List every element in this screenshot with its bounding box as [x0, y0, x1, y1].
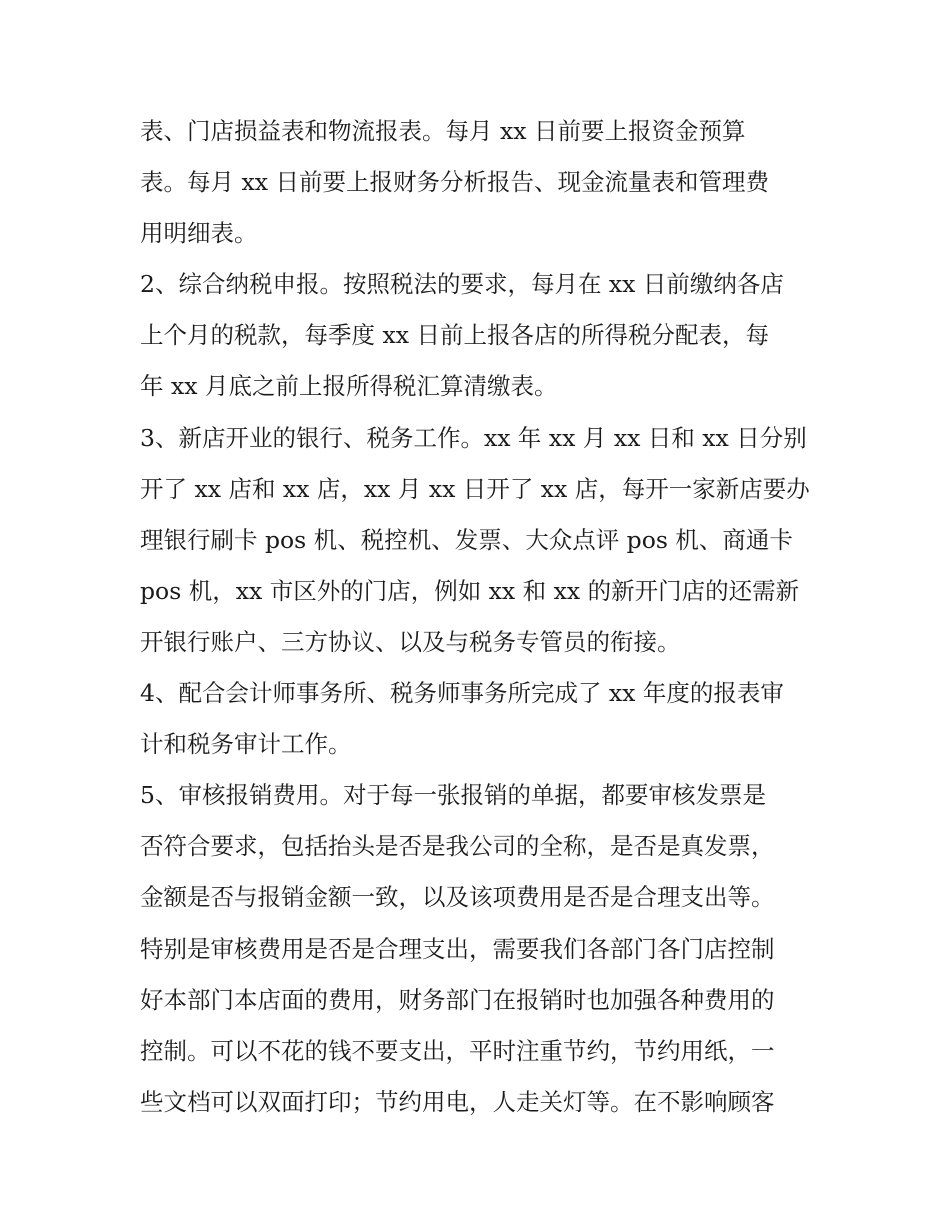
- text-line: 否符合要求，包括抬头是否是我公司的全称，是否是真发票，: [140, 832, 775, 861]
- text-line: 控制。可以不花的钱不要支出，平时注重节约，节约用纸，一: [140, 1036, 775, 1065]
- text-line: 3、新店开业的银行、税务工作。xx 年 xx 月 xx 日和 xx 日分别: [140, 423, 807, 452]
- text-line: 开银行账户、三方协议、以及与税务专管员的衔接。: [140, 627, 681, 656]
- text-line: 2、综合纳税申报。按照税法的要求，每月在 xx 日前缴纳各店: [140, 270, 784, 299]
- body-text: [140, 106, 820, 1128]
- text-line: 开了 xx 店和 xx 店，xx 月 xx 日开了 xx 店，每开一家新店要办: [140, 474, 810, 503]
- text-line: 特别是审核费用是否是合理支出，需要我们各部门各门店控制: [140, 934, 775, 963]
- text-line: 金额是否与报销金额一致，以及该项费用是否是合理支出等。: [140, 883, 775, 912]
- text-line: 理银行刷卡 pos 机、税控机、发票、大众点评 pos 机、商通卡: [140, 525, 793, 554]
- text-line: 些文档可以双面打印；节约用电，人走关灯等。在不影响顾客: [140, 1087, 775, 1116]
- text-line: 表、门店损益表和物流报表。每月 xx 日前要上报资金预算: [140, 117, 746, 145]
- text-line: 表。每月 xx 日前要上报财务分析报告、现金流量表和管理费: [140, 168, 769, 197]
- text-line: 用明细表。: [140, 219, 258, 248]
- text-line: 计和税务审计工作。: [140, 730, 352, 759]
- text-line: 年 xx 月底之前上报所得税汇算清缴表。: [140, 372, 558, 401]
- text-line: 上个月的税款，每季度 xx 日前上报各店的所得税分配表，每: [140, 321, 769, 350]
- text-line: 4、配合会计师事务所、税务师事务所完成了 xx 年度的报表审: [140, 679, 784, 708]
- text-line: 好本部门本店面的费用，财务部门在报销时也加强各种费用的: [140, 985, 775, 1014]
- text-line: pos 机，xx 市区外的门店，例如 xx 和 xx 的新开门店的还需新: [140, 576, 800, 605]
- text-line: 5、审核报销费用。对于每一张报销的单据，都要审核发票是: [140, 781, 766, 810]
